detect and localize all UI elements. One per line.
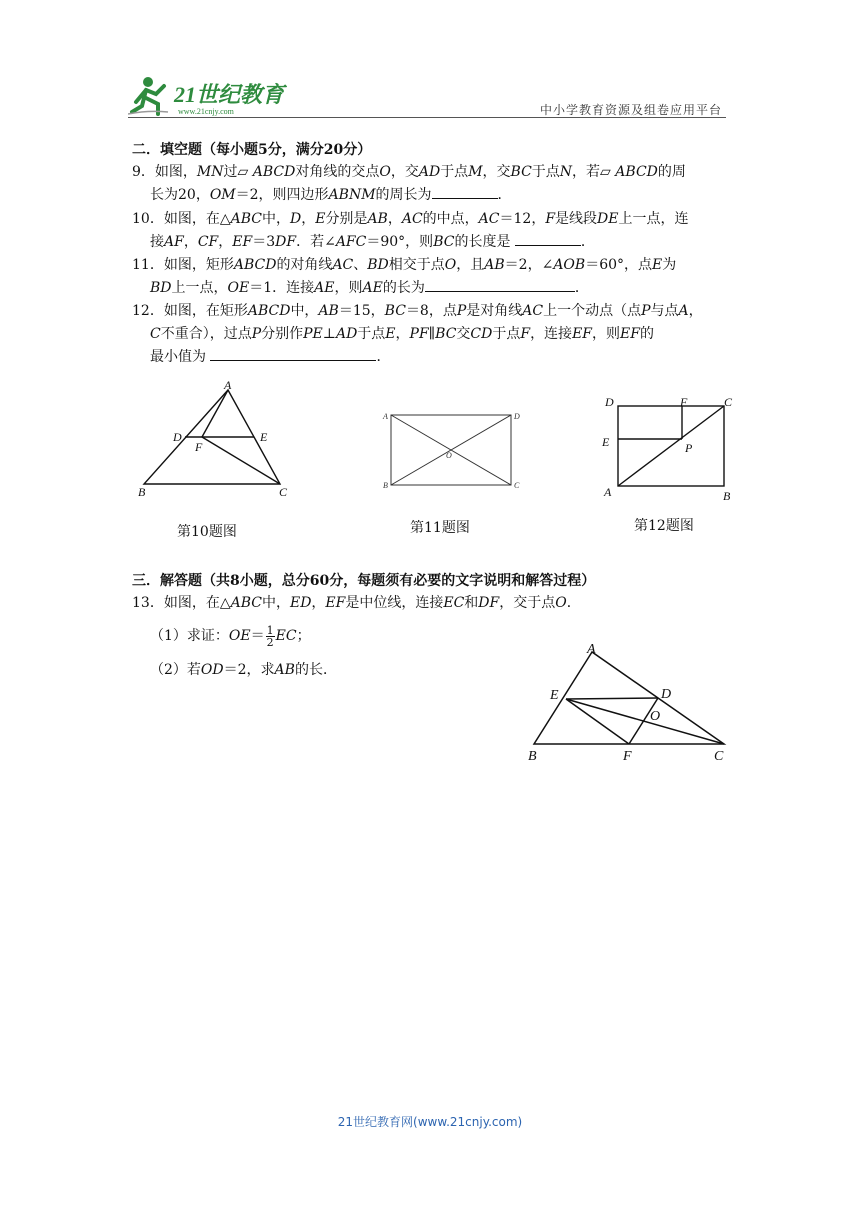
q13-part-2: （2）若OD＝2，求AB的长． (150, 662, 337, 678)
q9-line-2: 长为20，OM＝2，则四边形ABNM的周长为 ． (150, 183, 512, 207)
fig13-label-d: D (661, 687, 672, 702)
fig11-label-d: D (514, 412, 520, 421)
fig13-label-a: A (587, 642, 596, 657)
figure-12-caption: 第12题图 (634, 518, 694, 534)
q10-line-2: 接AF，CF，EF＝3DF．若∠AFC＝90°，则BC的长度是 ． (150, 230, 595, 254)
q9-answer-blank[interactable] (432, 184, 498, 199)
section-3-title: 三．解答题（共8小题，总分60分，每题须有必要的文字说明和解答过程） (132, 573, 596, 589)
fig12-label-d: D (605, 395, 614, 409)
q13-part-1: （1）求证：OE＝ $\frac{1}{2}$ EC； (150, 623, 311, 649)
site-logo (128, 72, 288, 118)
fig11-label-b: B (383, 481, 388, 490)
q9-line-1: 9．如图，MN过▱ ABCD对角线的交点O，交AD于点M，交BC于点N，若▱ ABCD的周 (132, 164, 686, 180)
fig11-label-a: A (383, 412, 388, 421)
q12-line-2: C不重合），过点P分别作PE⊥AD于点E，PF∥BC交CD于点F，连接EF，则EF的 (150, 326, 654, 342)
q10-answer-blank[interactable] (515, 231, 581, 246)
fig12-label-p: P (685, 441, 693, 455)
q12-answer-blank[interactable] (210, 346, 376, 361)
fig13-label-e: E (550, 688, 559, 703)
q10-line-1: 10．如图，在△ABC中，D，E分别是AB，AC的中点，AC＝12，F是线段DE上一点，连 (132, 211, 689, 227)
figure-11-caption: 第11题图 (410, 520, 470, 536)
q11-line-2: BD上一点，OE＝1．连接AE，则AE的长为 ． (150, 276, 589, 300)
q13-line-1: 13．如图，在△ABC中，ED，EF是中位线，连接EC和DF，交于点O． (132, 595, 581, 611)
logo-url: www.21cnjy.com (178, 107, 234, 116)
fig10-label-f: F (195, 440, 203, 454)
footer-link[interactable]: 21世纪教育网(www.21cnjy.com) (337, 1115, 523, 1129)
header-tagline: 中小学教育资源及组卷应用平台 (540, 103, 723, 117)
fig10-label-b: B (138, 485, 146, 499)
q11-answer-blank[interactable] (425, 277, 575, 292)
section-2-title: 二．填空题（每小题5分，满分20分） (132, 142, 372, 158)
fig13-label-o: O (650, 709, 661, 724)
fig11-label-o: O (446, 451, 452, 460)
figure-12 (596, 390, 742, 504)
fig10-label-a: A (224, 378, 232, 392)
runner-icon (128, 77, 168, 114)
header-divider (128, 117, 726, 118)
fig12-label-c: C (724, 395, 733, 409)
fig11-label-c: C (514, 481, 520, 490)
fig12-label-f: F (680, 395, 688, 409)
fig10-label-e: E (260, 430, 268, 444)
figure-11 (378, 405, 524, 497)
fig12-label-b: B (723, 489, 731, 503)
fig13-label-f: F (623, 749, 632, 764)
q12-line-1: 12．如图，在矩形ABCD中，AB＝15，BC＝8，点P是对角线AC上一个动点（点P与点A， (132, 303, 703, 319)
figure-10 (130, 378, 300, 502)
figure-10-caption: 第10题图 (177, 524, 237, 540)
q12-line-3: 最小值为 ． (150, 345, 390, 369)
fig13-label-b: B (528, 749, 537, 764)
q11-line-1: 11．如图，矩形ABCD的对角线AC、BD相交于点O，且AB＝2，∠AOB＝60°，点E为 (132, 257, 677, 273)
fig10-label-d: D (173, 430, 182, 444)
logo-text: 21世纪教育 (174, 82, 285, 107)
fig12-label-a: A (604, 485, 612, 499)
fig10-label-c: C (279, 485, 288, 499)
fig12-label-e: E (602, 435, 610, 449)
fraction-one-half: $\frac{1}{2}$ (266, 623, 274, 649)
fig13-label-c: C (714, 749, 724, 764)
figure-13 (522, 636, 736, 768)
